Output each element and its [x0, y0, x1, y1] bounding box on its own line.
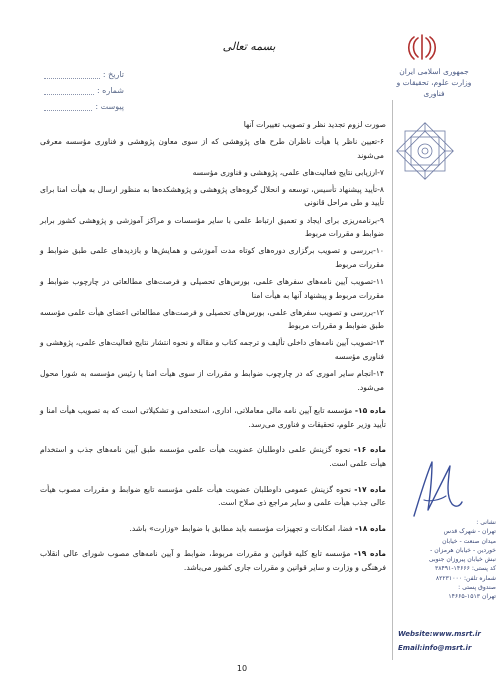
article-text: نحوه گزینش عمومی داوطلبان عضویت هیأت علمی مؤسسه تابع ضوابط و مقررات مصوب هیأت عالی جذب هیأت علمی و سایر مراجع ذی صلاح است.	[40, 484, 386, 508]
handwritten-signature	[406, 456, 466, 522]
ministry-line-1: جمهوری اسلامی ایران	[399, 67, 469, 76]
body-item: ۱۲-بررسی و تصویب سفرهای علمی، بورس‌های تحصیلی و فرصت‌های مطالعاتی اعضای هیأت علمی مؤسسه طبق ضوابط و مقررات مربوط	[40, 307, 384, 331]
email-link[interactable]: Email:info@msrt.ir	[398, 644, 472, 652]
ministry-name	[388, 66, 480, 99]
article-16	[40, 443, 386, 470]
ministry-line-2: وزارت علوم، تحقیقات و فناوری	[396, 78, 472, 98]
body-item: ۱۳-تصویب آیین نامه‌های داخلی تألیف و ترجمه کتاب و مقاله و نحوه انتشار نتایج فعالیت‌های علمی، پژوهشی و فناوری مؤسسه	[40, 338, 384, 361]
number-label: شماره :	[96, 85, 124, 95]
number-field	[44, 82, 124, 98]
article-18	[40, 522, 386, 536]
body-paragraph: صورت لزوم تجدید نظر و تصویب تغییرات آنها	[243, 120, 386, 129]
article-label: ماده ۱۹-	[353, 549, 386, 559]
address-line: صندوق پستی :	[458, 584, 496, 592]
article-label: ماده ۱۷-	[354, 484, 387, 494]
article-label: ماده ۱۵-	[354, 406, 386, 416]
body-item: ۱۴-انجام سایر اموری که در چارچوب ضوابط و مقررات از سوی هیأت امنا یا رئیس مؤسسه به شورا محول می‌شود.	[40, 369, 384, 392]
article-text: نحوه گزینش علمی داوطلبان عضویت هیأت علمی مؤسسه طبق آیین نامه‌های جذب و استخدام هیأت علمی است.	[40, 445, 386, 468]
article-17	[40, 483, 386, 510]
address-line: خوردین - خیابان هرمزان -	[430, 546, 496, 554]
attachment-label: پیوست :	[95, 101, 124, 111]
body-item: ۶-تعیین ناظر یا هیأت ناظران طرح های پژوهشی که از سوی معاون پژوهشی و فناوری مؤسسه معرفی می‌شوند	[40, 137, 384, 160]
article-19	[40, 547, 386, 574]
address-line: میدان صنعت - خیابان	[442, 537, 496, 545]
contact-web	[398, 627, 494, 655]
body-item: ۹-برنامه‌ریزی برای ایجاد و تعمیق ارتباط علمی با سایر مؤسسات و مراکز آموزشی و پژوهشی کشور برابر ضوابط و مقررات مربوط	[40, 215, 384, 239]
body-item: ۱۱-تصویب آیین نامه‌های سفرهای علمی، بورس‌های تحصیلی و فرصت‌های مطالعاتی در چارچوب ضوابط و مقررات مربوط و پیشنهاد آنها به هیأت امنا	[40, 276, 384, 300]
date-field	[44, 66, 124, 82]
date-line	[44, 70, 100, 79]
address-line: تهران - شهرک قدس	[443, 528, 496, 536]
article-text: مؤسسه تابع آیین نامه مالی معاملاتی، اداری، استخدامی و تشکیلاتی است که به تصویب هیأت امنا و تأیید وزیر علوم، تحقیقات و فناوری می‌رسد.	[40, 406, 386, 429]
iran-emblem-icon	[404, 32, 440, 62]
website-link[interactable]: Website:www.msrt.ir	[398, 630, 481, 638]
date-label: تاریخ :	[102, 69, 124, 79]
address-line: تهران ۱۵۱۳-۱۴۶۶۵	[448, 593, 496, 601]
attachment-field	[44, 98, 124, 114]
article-text: فضا، امکانات و تجهیزات مؤسسه باید مطابق با ضوابط «وزارت» باشد.	[129, 523, 353, 533]
article-15	[40, 404, 386, 431]
bismillah-heading: بسمه تعالی	[222, 40, 276, 53]
ministry-address	[392, 518, 496, 602]
body-item: ۸-تأیید پیشنهاد تأسیس، توسعه و انحلال گروه‌های پژوهشی و پژوهشکده‌ها به منظور ارسال به هیأت امنا برای تأیید و طی مراحل قانونی	[40, 184, 384, 208]
address-line: نشانی :	[476, 519, 496, 526]
number-line	[44, 86, 94, 95]
address-line: نبش خیابان پیروزان جنوبی	[428, 556, 496, 564]
article-label: ماده ۱۶-	[353, 445, 387, 455]
body-item: ۱۰-بررسی و تصویب برگزاری دوره‌های کوتاه مدت آموزشی و همایش‌ها و بازدیدهای علمی طبق ضوابط و مقررات مربوط	[40, 246, 384, 269]
address-line: کد پستی: ۱۴۶۶۶-۳۸۴۹۱	[434, 565, 496, 573]
article-text: مؤسسه تابع کلیه قوانین و مقررات مربوط، ضوابط و آیین نامه‌های مصوب شورای عالی انقلاب فرهنگی و وزارت و سایر قوانین و مقررات جاری کشور می‌باشد.	[40, 549, 386, 572]
body-item: ۷-ارزیابی نتایج فعالیت‌های علمی، پژوهشی و فناوری مؤسسه	[192, 167, 384, 177]
articles	[40, 404, 386, 574]
attachment-line	[44, 102, 92, 111]
address-line: شماره تلفن: ۸۲۲۳۱۰۰۰	[435, 574, 496, 582]
letter-meta-fields	[44, 66, 124, 114]
page-number: 10	[236, 664, 248, 673]
article-label: ماده ۱۸-	[354, 523, 386, 533]
star-ornament-icon	[394, 120, 456, 182]
letter-body	[40, 118, 386, 587]
